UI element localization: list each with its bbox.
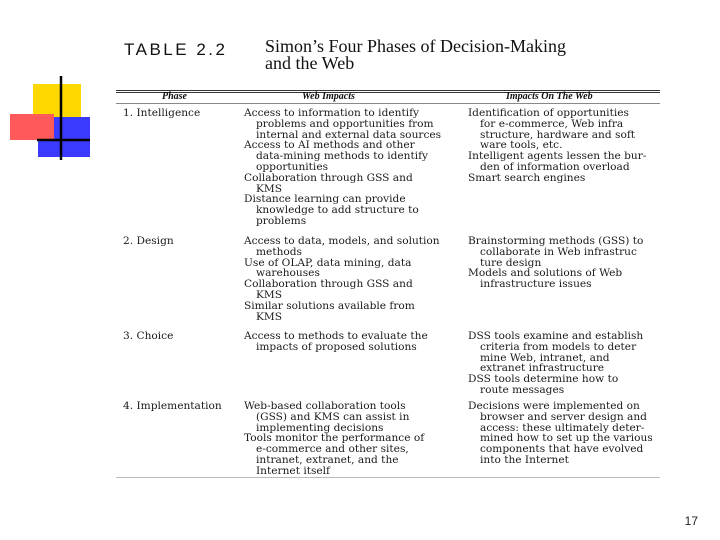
row-1-phase: 1. Intelligence xyxy=(123,107,201,119)
row-1-impact-2: Intelligent agents lessen the bur- den of information overload xyxy=(468,150,647,173)
row-2-web-impact-1: Access to data, models, and solution methods xyxy=(244,235,440,258)
row-1-impact-3: Smart search engines xyxy=(468,171,586,184)
row-2-web-impacts xyxy=(244,236,459,322)
row-2-phase: 2. Design xyxy=(123,235,174,247)
row-2-impact-1: Brainstorming methods (GSS) to collaborate in Web infrastruc ture design xyxy=(468,235,644,269)
table-header-rule xyxy=(116,103,660,104)
table-title-line-2: and the Web xyxy=(265,53,355,73)
table-title xyxy=(265,38,685,72)
table-bottom-rule xyxy=(116,477,660,478)
decorative-squares-logo xyxy=(0,70,100,170)
decision-phases-table xyxy=(116,90,660,478)
row-2-impact-2: Models and solutions of Web infrastructure issues xyxy=(468,267,623,291)
row-4-phase: 4. Implementation xyxy=(123,400,222,412)
row-2-web-impact-4: Similar solutions available from KMS xyxy=(244,299,415,323)
row-2-web-impact-3: Collaboration through GSS and KMS xyxy=(244,278,413,301)
row-2-impacts-on-web xyxy=(468,236,663,290)
row-4-impact-1: Decisions were implemented on browser and server design and access: these ultimately deter- mined how to set up the various components that have evolved into the Internet xyxy=(468,400,653,466)
row-3-impact-1: DSS tools examine and establish criteria from models to deter mine Web, intranet, and extranet infrastructure xyxy=(468,330,644,375)
row-1-web-impact-2: Access to AI methods and other data-mining methods to identify opportunities xyxy=(244,139,429,173)
row-4-web-impact-1: Web-based collaboration tools (GSS) and KMS can assist in implementing decisions xyxy=(244,400,410,434)
header-phase: Phase xyxy=(162,91,187,102)
row-1-web-impact-1: Access to information to identify problems and opportunities from internal and external data sources xyxy=(244,107,442,141)
row-1-web-impacts xyxy=(244,108,459,227)
row-1-web-impact-4: Distance learning can provide knowledge to add structure to problems xyxy=(244,193,419,227)
row-3-web-impact-1: Access to methods to evaluate the impacts of proposed solutions xyxy=(244,330,428,353)
table-label: TABLE 2.2 xyxy=(124,40,228,59)
header-impacts-on-web: Impacts On The Web xyxy=(506,91,593,102)
table-title-line-1: Simon’s Four Phases of Decision-Making xyxy=(265,36,566,56)
row-2-web-impact-2: Use of OLAP, data mining, data warehouses xyxy=(244,256,412,280)
header-web-impacts: Web Impacts xyxy=(302,91,355,102)
row-1-web-impact-3: Collaboration through GSS and KMS xyxy=(244,171,413,195)
row-4-impacts-on-web xyxy=(468,401,663,466)
row-3-web-impacts xyxy=(244,331,459,353)
row-3-phase: 3. Choice xyxy=(123,330,174,342)
row-1-impacts-on-web xyxy=(468,108,663,184)
row-1-impact-1: Identification of opportunities for e-commerce, Web infra structure, hardware and soft ware tools, etc. xyxy=(468,107,636,152)
row-3-impacts-on-web xyxy=(468,331,663,396)
page-number: 17 xyxy=(684,514,698,528)
red-square xyxy=(10,114,54,140)
row-4-web-impact-2: Tools monitor the performance of e-commerce and other sites, intranet, extranet, and the Internet itself xyxy=(244,432,425,477)
row-4-web-impacts xyxy=(244,401,459,477)
row-3-impact-2: DSS tools determine how to route messages xyxy=(468,373,619,396)
